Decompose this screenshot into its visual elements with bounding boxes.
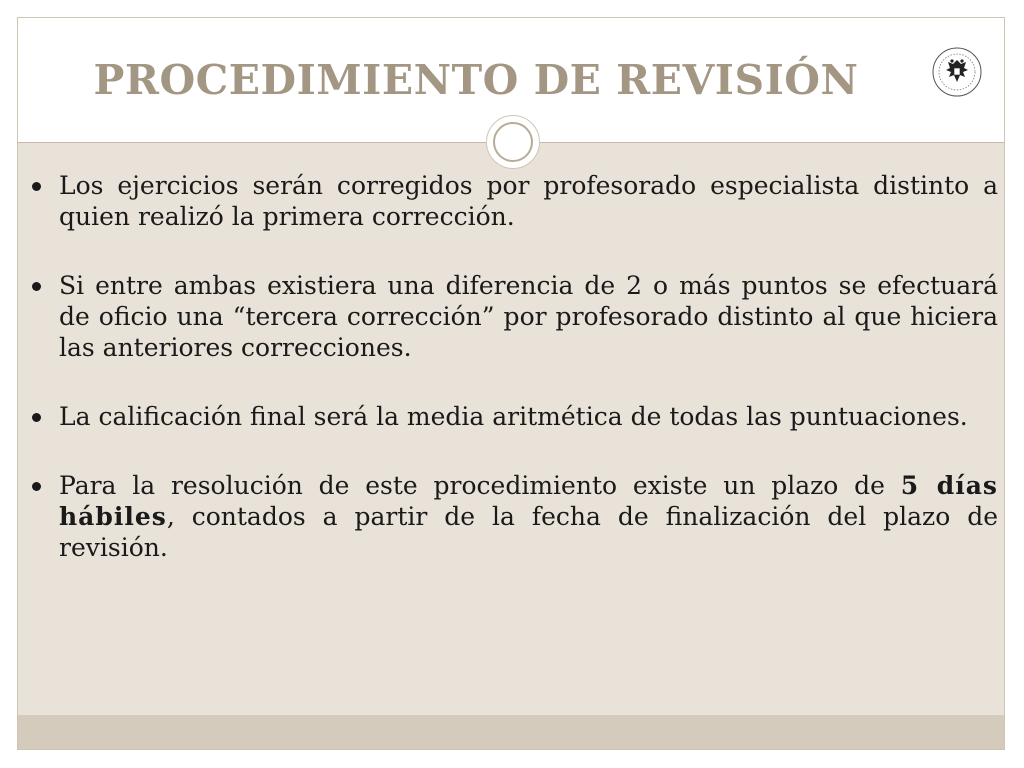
list-item [59, 170, 998, 232]
slide-title: PROCEDIMIENTO DE REVISIÓN [93, 56, 859, 104]
list-item [59, 470, 998, 563]
bullet-dot-icon [32, 182, 41, 191]
decorative-ring [486, 115, 540, 169]
deadline-emphasis: 5 días hábiles [59, 471, 998, 531]
bullet-text: Los ejercicios serán corregidos por profesorado especialista distinto a quien realizó la primera corrección. [59, 171, 998, 231]
bullet-dot-icon [32, 482, 41, 491]
bullet-text: La calificación final será la media aritmética de todas las puntuaciones. [59, 402, 968, 431]
bullet-text-after: , contados a partir de la fecha de finalización del plazo de revisión. [59, 502, 998, 562]
footer-band [18, 715, 1004, 750]
bullet-dot-icon [32, 282, 41, 291]
bullet-text: Si entre ambas existiera una diferencia de 2 o más puntos se efectuará de oficio una “tercera corrección” por profesorado distinto al que hiciera las anteriores correcciones. [59, 271, 998, 362]
bullet-dot-icon [32, 413, 41, 422]
bullet-list [0, 170, 1024, 563]
list-item [59, 401, 998, 432]
list-item [59, 270, 998, 363]
university-seal-icon [931, 46, 983, 98]
bullet-text-before: Para la resolución de este procedimiento existe un plazo de [59, 471, 885, 500]
